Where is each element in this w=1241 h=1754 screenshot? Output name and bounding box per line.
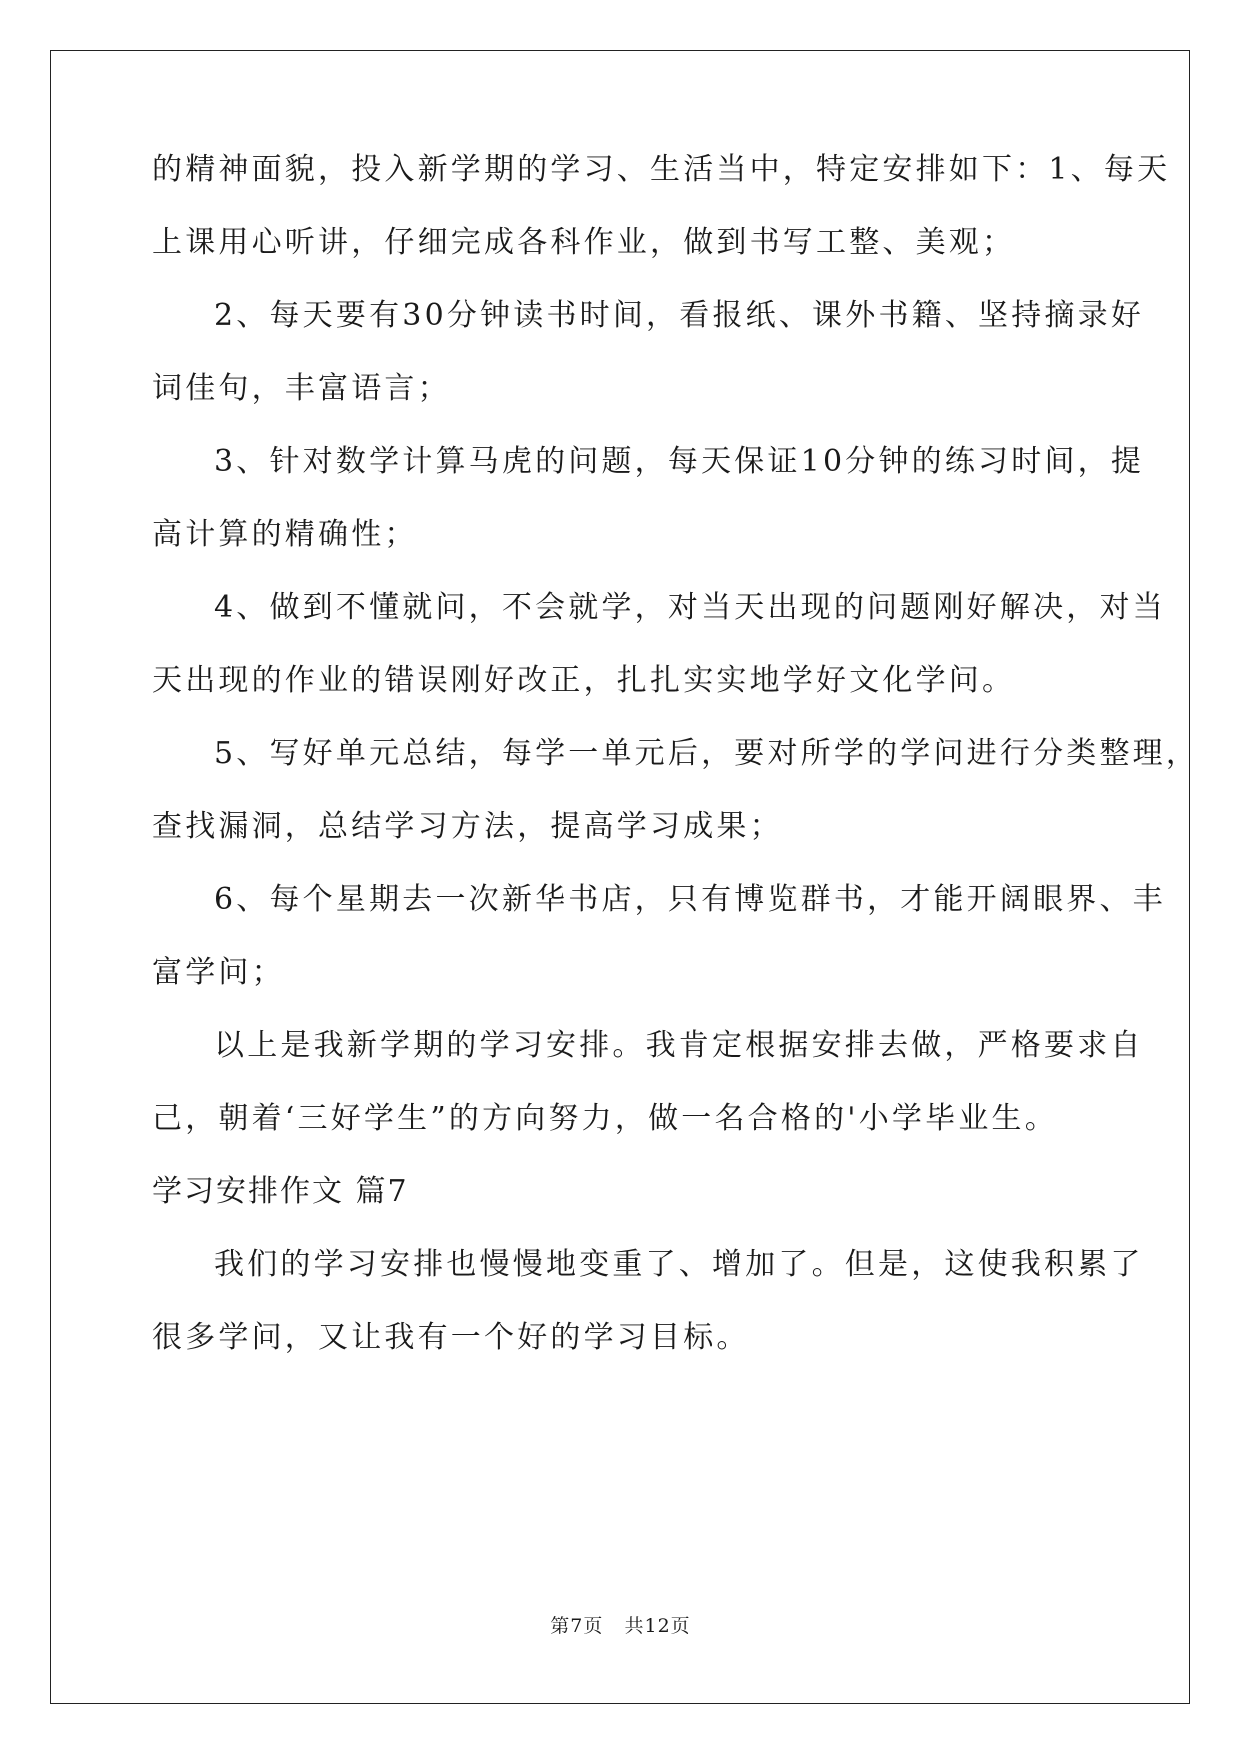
body-line: 词佳句，丰富语言； [152, 371, 451, 406]
body-line: 己，朝着‘三好学生”的方向努力，做一名合格的'小学毕业生。 [152, 1101, 1058, 1136]
list-item-2-line: 2、每天要有30分钟读书时间，看报纸、课外书籍、坚持摘录好 [214, 298, 1145, 333]
list-item-6-line: 6、每个星期去一次新华书店，只有博览群书，才能开阔眼界、丰 [214, 882, 1166, 917]
section-heading: 学习安排作文 篇7 [152, 1174, 409, 1209]
list-item-5-line: 5、写好单元总结，每学一单元后，要对所学的学问进行分类整理， [214, 736, 1200, 771]
body-line: 很多学问，又让我有一个好的学习目标。 [152, 1320, 750, 1355]
body-line: 富学问； [152, 955, 285, 990]
body-line: 高计算的精确性； [152, 517, 418, 552]
list-item-4-line: 4、做到不懂就问，不会就学，对当天出现的问题刚好解决，对当 [214, 590, 1166, 625]
paragraph-line: 我们的学习安排也慢慢地变重了、增加了。但是，这使我积累了 [214, 1247, 1144, 1282]
body-line: 查找漏洞，总结学习方法，提高学习成果； [152, 809, 783, 844]
body-line: 上课用心听讲，仔细完成各科作业，做到书写工整、美观； [152, 225, 1016, 260]
body-line: 天出现的作业的错误刚好改正，扎扎实实地学好文化学问。 [152, 663, 1016, 698]
body-line: 的精神面貌，投入新学期的学习、生活当中，特定安排如下：1、每天 [152, 152, 1171, 187]
page-footer: 第7页 共12页 [550, 1615, 691, 1637]
list-item-3-line: 3、针对数学计算马虎的问题，每天保证10分钟的练习时间，提 [214, 444, 1145, 479]
closing-paragraph-line: 以上是我新学期的学习安排。我肯定根据安排去做，严格要求自 [214, 1028, 1144, 1063]
